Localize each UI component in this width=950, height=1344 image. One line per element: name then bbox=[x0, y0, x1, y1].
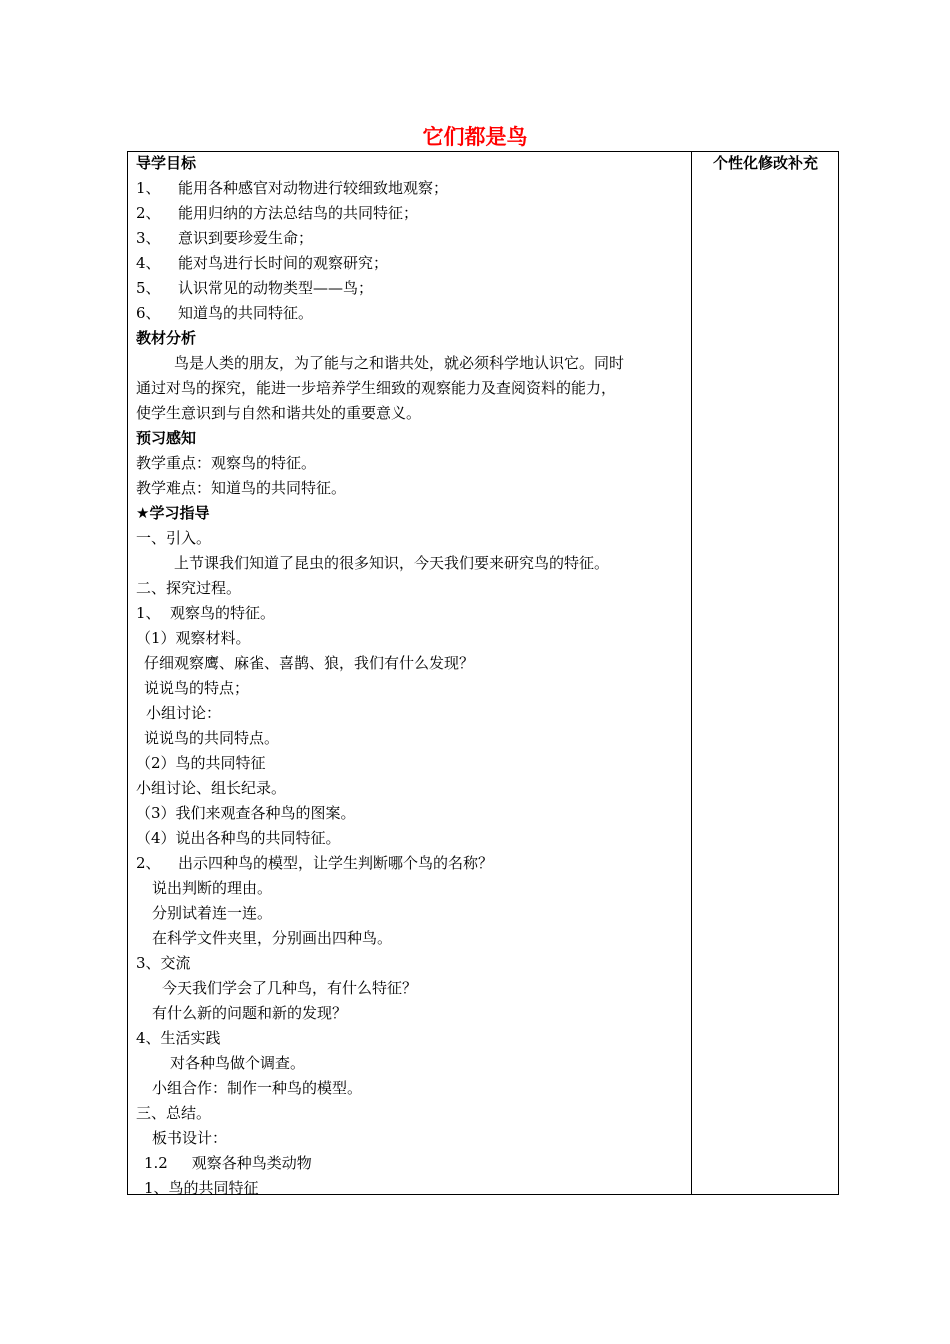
text-line: 1.2 观察各种鸟类动物 bbox=[144, 1154, 312, 1172]
text-line: 小组讨论、组长纪录。 bbox=[136, 779, 287, 797]
text-line: 4、生活实践 bbox=[136, 1029, 221, 1047]
side-column bbox=[692, 151, 839, 176]
section-heading: 预习感知 bbox=[136, 429, 197, 447]
item-text: 观察鸟的特征。 bbox=[170, 604, 276, 622]
text-line: 三、总结。 bbox=[136, 1104, 212, 1122]
item-number: 4、 bbox=[136, 254, 161, 272]
text-line: 1、鸟的共同特征 bbox=[144, 1179, 259, 1197]
text-line: 仔细观察鹰、麻雀、喜鹊、狼，我们有什么发现？ bbox=[144, 654, 475, 672]
text-line: 说出判断的理由。 bbox=[152, 879, 273, 897]
item-text: 能用各种感官对动物进行较细致地观察； bbox=[178, 179, 449, 197]
text-line: 小组讨论： bbox=[146, 704, 222, 722]
text-line: 3、交流 bbox=[136, 954, 191, 972]
text-line: （3）我们来观查各种鸟的图案。 bbox=[136, 804, 356, 822]
section-heading: 教材分析 bbox=[136, 329, 197, 347]
text-line: 教学难点：知道鸟的共同特征。 bbox=[136, 479, 347, 497]
text-line: 二、探究过程。 bbox=[136, 579, 242, 597]
item-number: 2、 bbox=[136, 854, 161, 872]
text-line: 小组合作：制作一种鸟的模型。 bbox=[152, 1079, 363, 1097]
text-line: 通过对鸟的探究，能进一步培养学生细致的观察能力及查阅资料的能力， bbox=[136, 379, 617, 397]
text-line: 分别试着连一连。 bbox=[152, 904, 273, 922]
side-header: 个性化修改补充 bbox=[712, 154, 818, 172]
numbered-item bbox=[136, 276, 686, 301]
section-heading: ★学习指导 bbox=[136, 504, 210, 522]
text-line: （4）说出各种鸟的共同特征。 bbox=[136, 829, 341, 847]
section-heading: 导学目标 bbox=[136, 154, 197, 172]
text-line: 教学重点：观察鸟的特征。 bbox=[136, 454, 317, 472]
numbered-item bbox=[136, 201, 686, 226]
numbered-item bbox=[136, 251, 686, 276]
text-line: 使学生意识到与自然和谐共处的重要意义。 bbox=[136, 404, 422, 422]
text-line: 板书设计： bbox=[152, 1129, 228, 1147]
text-line: 在科学文件夹里，分别画出四种鸟。 bbox=[152, 929, 393, 947]
item-text: 能对鸟进行长时间的观察研究； bbox=[178, 254, 389, 272]
item-text: 出示四种鸟的模型，让学生判断哪个鸟的名称？ bbox=[178, 854, 494, 872]
page-title: 它们都是鸟 bbox=[422, 125, 528, 149]
text-line: 一、引入。 bbox=[136, 529, 212, 547]
column-divider bbox=[691, 151, 692, 1195]
main-column bbox=[136, 151, 686, 1201]
item-number: 6、 bbox=[136, 304, 161, 322]
text-line: （2）鸟的共同特征 bbox=[136, 754, 266, 772]
numbered-item bbox=[136, 601, 686, 626]
item-number: 5、 bbox=[136, 279, 161, 297]
numbered-item bbox=[136, 226, 686, 251]
text-line: 对各种鸟做个调查。 bbox=[170, 1054, 306, 1072]
item-text: 认识常见的动物类型——鸟； bbox=[178, 279, 374, 297]
item-number: 1、 bbox=[136, 179, 161, 197]
numbered-item bbox=[136, 851, 686, 876]
text-line: 上节课我们知道了昆虫的很多知识，今天我们要来研究鸟的特征。 bbox=[174, 554, 610, 572]
text-line: （1）观察材料。 bbox=[136, 629, 251, 647]
item-text: 知道鸟的共同特征。 bbox=[178, 304, 314, 322]
item-text: 意识到要珍爱生命； bbox=[178, 229, 314, 247]
item-number: 3、 bbox=[136, 229, 161, 247]
text-line: 今天我们学会了几种鸟，有什么特征？ bbox=[162, 979, 418, 997]
numbered-item bbox=[136, 301, 686, 326]
text-line: 说说鸟的共同特点。 bbox=[144, 729, 280, 747]
numbered-item bbox=[136, 176, 686, 201]
item-number: 1、 bbox=[136, 604, 161, 622]
text-line: 有什么新的问题和新的发现？ bbox=[152, 1004, 348, 1022]
text-line: 说说鸟的特点； bbox=[144, 679, 250, 697]
item-text: 能用归纳的方法总结鸟的共同特征； bbox=[178, 204, 419, 222]
item-number: 2、 bbox=[136, 204, 161, 222]
text-line: 鸟是人类的朋友，为了能与之和谐共处，就必须科学地认识它。同时 bbox=[174, 354, 625, 372]
